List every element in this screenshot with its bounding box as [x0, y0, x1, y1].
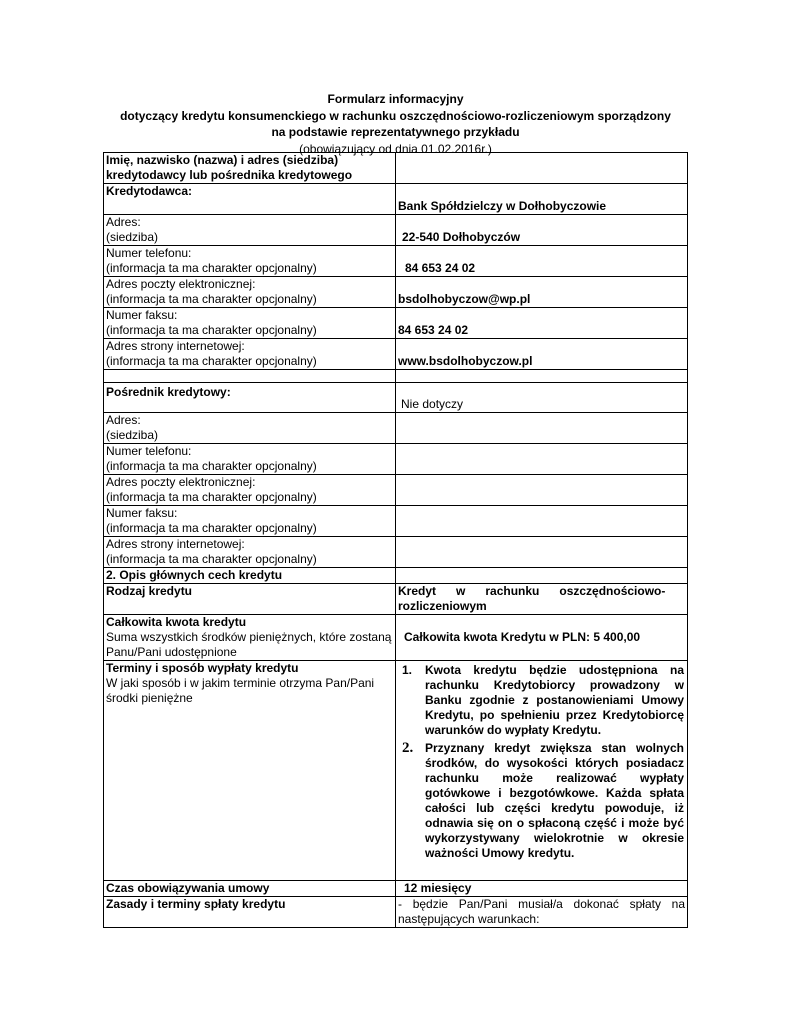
- broker-website-label: Adres strony internetowej: (informacja ta ma charakter opcjonalny): [104, 537, 396, 568]
- information-form-table: [103, 152, 688, 928]
- section2-heading: 2. Opis głównych cech kredytu: [104, 568, 396, 584]
- broker-fax-value: [396, 506, 688, 537]
- disbursement-terms-label-cell: [104, 661, 396, 881]
- lender-email-label: Adres poczty elektronicznej: (informacja ta ma charakter opcjonalny): [104, 277, 396, 308]
- broker-email-value: [396, 475, 688, 506]
- disbursement-terms-row: [104, 661, 688, 881]
- broker-row: [104, 383, 688, 413]
- lender-website-row: [104, 339, 688, 370]
- disbursement-terms-list-cell: [396, 661, 688, 881]
- lender-address-row: [104, 215, 688, 246]
- lender-name: Bank Spółdzielczy w Dołhobyczowie: [396, 184, 688, 215]
- duration-row: [104, 881, 688, 897]
- duration-label: Czas obowiązywania umowy: [104, 881, 396, 897]
- lender-phone-value: 84 653 24 02: [396, 246, 688, 277]
- lender-email-value: bsdolhobyczow@wp.pl: [396, 277, 688, 308]
- form-validity-date: (obowiązujący od dnia 01.02.2016r.): [299, 141, 492, 156]
- lender-email-row: [104, 277, 688, 308]
- broker-fax-row: [104, 506, 688, 537]
- lender-website-value: www.bsdolhobyczow.pl: [396, 339, 688, 370]
- broker-phone-label: Numer telefonu: (informacja ta ma charakter opcjonalny): [104, 444, 396, 475]
- total-amount-value: Całkowita kwota Kredytu w PLN: 5 400,00: [396, 615, 688, 661]
- lender-address-value: 22-540 Dołhobyczów: [396, 215, 688, 246]
- section2-heading-row: [104, 568, 688, 584]
- empty-cell: [396, 153, 688, 184]
- broker-address-label: Adres: (siedziba): [104, 413, 396, 444]
- disbursement-terms-list: [398, 663, 684, 861]
- disbursement-terms-description: W jaki sposób i w jakim terminie otrzyma Pan/Pani środki pieniężne: [106, 676, 375, 705]
- credit-type-value: Kredyt w rachunku oszczędnościowo- rozliczeniowym: [396, 584, 688, 615]
- broker-phone-row: [104, 444, 688, 475]
- form-header: [0, 91, 791, 157]
- lender-address-label: Adres: (siedziba): [104, 215, 396, 246]
- form-subtitle-line2: na podstawie reprezentatywnego przykładu: [271, 125, 520, 139]
- lender-row: [104, 184, 688, 215]
- broker-value: Nie dotyczy: [396, 383, 688, 413]
- lender-fax-value: 84 653 24 02: [396, 308, 688, 339]
- lender-label: Kredytodawca:: [104, 184, 396, 215]
- empty-cell: [396, 370, 688, 383]
- broker-email-row: [104, 475, 688, 506]
- broker-website-value: [396, 537, 688, 568]
- broker-website-row: [104, 537, 688, 568]
- repayment-row: [104, 897, 688, 928]
- duration-value: 12 miesięcy: [396, 881, 688, 897]
- broker-label: Pośrednik kredytowy:: [104, 383, 396, 413]
- section1-heading: Imię, nazwisko (nazwa) i adres (siedziba) kredytodawcy lub pośrednika kredytowego: [104, 153, 396, 184]
- disbursement-terms-label: Terminy i sposób wypłaty kredytu: [106, 661, 299, 675]
- broker-address-value: [396, 413, 688, 444]
- empty-cell: [104, 370, 396, 383]
- repayment-label: Zasady i terminy spłaty kredytu: [104, 897, 396, 928]
- form-subtitle-line1: dotyczący kredytu konsumenckiego w rachunku oszczędnościowo-rozliczeniowym sporządzony: [120, 108, 671, 123]
- broker-address-row: [104, 413, 688, 444]
- section1-heading-row: [104, 153, 688, 184]
- lender-website-label: Adres strony internetowej: (informacja ta ma charakter opcjonalny): [104, 339, 396, 370]
- total-amount-row: [104, 615, 688, 661]
- total-amount-label-cell: [104, 615, 396, 661]
- credit-type-row: [104, 584, 688, 615]
- lender-fax-label: Numer faksu: (informacja ta ma charakter opcjonalny): [104, 308, 396, 339]
- empty-cell: [396, 568, 688, 584]
- total-amount-label: Całkowita kwota kredytu: [106, 615, 247, 629]
- spacer-row: [104, 370, 688, 383]
- broker-fax-label: Numer faksu: (informacja ta ma charakter opcjonalny): [104, 506, 396, 537]
- broker-phone-value: [396, 444, 688, 475]
- lender-phone-label: Numer telefonu: (informacja ta ma charakter opcjonalny): [104, 246, 396, 277]
- list-item: 2. Przyznany kredyt zwiększa stan wolnych środków, do wysokości których posiadacz rachunku może realizować wypłaty gotówkowe i bezgotówkowe. Każda spłata całości lub części kredytu powoduje, iż odnawia się on o spłaconą część i może być wykorzystywany wielokrotnie w okresie ważności Umowy kredytu.: [402, 740, 684, 860]
- repayment-value: - będzie Pan/Pani musiał/a dokonać spłaty na następujących warunkach:: [396, 897, 688, 928]
- list-item: 1. Kwota kredytu będzie udostępniona na rachunku Kredytobiorcy prowadzony w Banku zgodnie z postanowieniami Umowy Kredytu, po spełnieniu przez Kredytobiorcę warunków do wypłaty Kredytu.: [402, 663, 684, 737]
- lender-fax-row: [104, 308, 688, 339]
- broker-email-label: Adres poczty elektronicznej: (informacja ta ma charakter opcjonalny): [104, 475, 396, 506]
- lender-phone-row: [104, 246, 688, 277]
- total-amount-description: Suma wszystkich środków pieniężnych, które zostaną Panu/Pani udostępnione: [106, 630, 392, 659]
- form-title: Formularz informacyjny: [327, 92, 464, 106]
- credit-type-label: Rodzaj kredytu: [104, 584, 396, 615]
